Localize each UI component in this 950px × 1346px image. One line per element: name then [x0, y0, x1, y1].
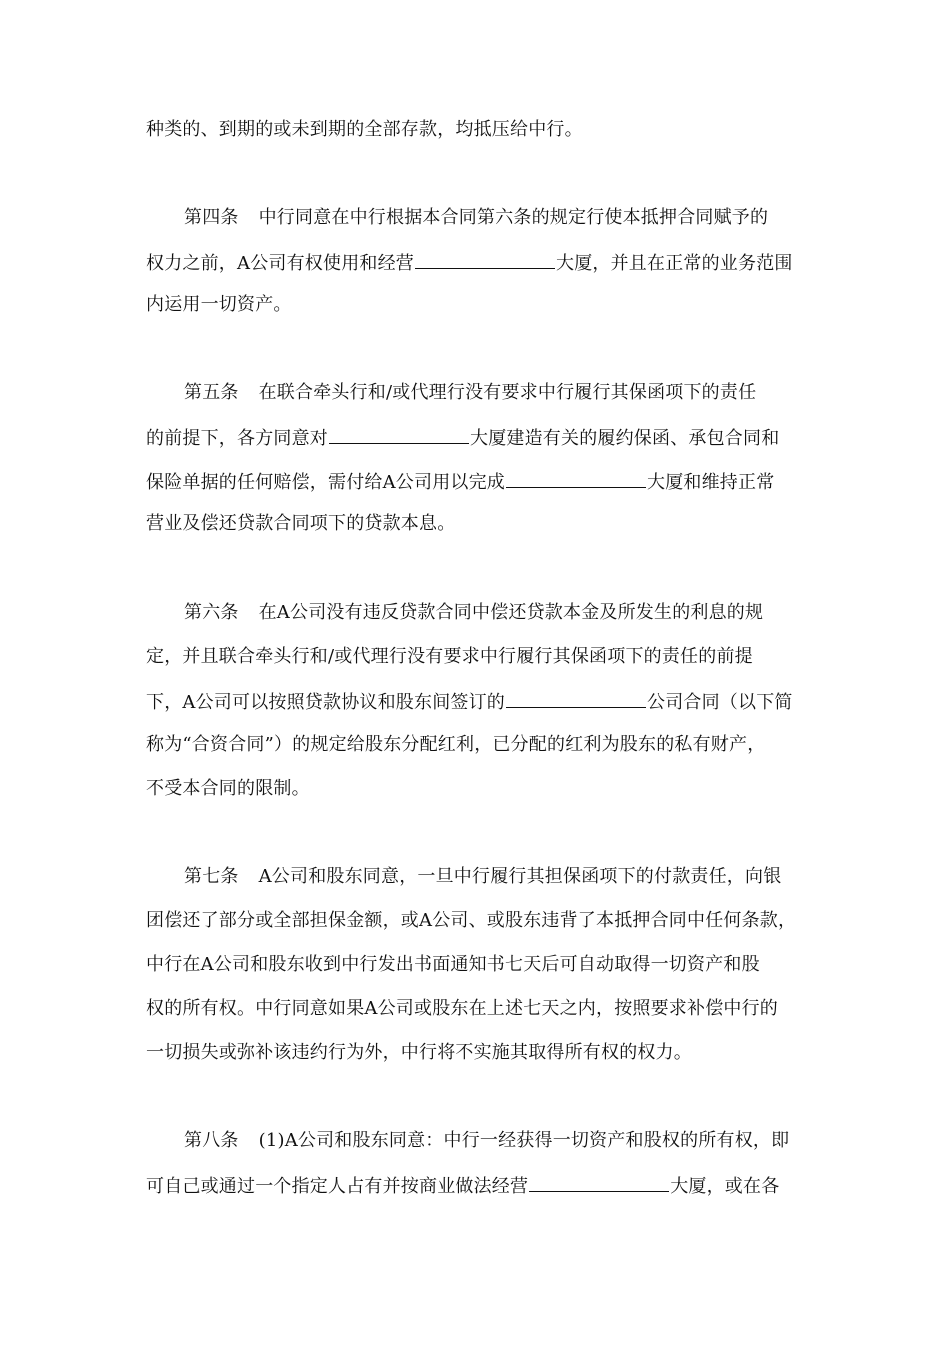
article-5-line-3: [146, 469, 816, 495]
article-5-text-2b: 大厦建造有关的履约保函、承包合同和: [470, 428, 780, 449]
article-4-label: 第四条: [184, 207, 239, 228]
fill-in-blank: [329, 425, 469, 444]
article-8-label: 第八条: [184, 1130, 239, 1151]
article-6-line-5: 不受本合同的限制。: [146, 778, 310, 799]
article-6-line-2: 定，并且联合牵头行和/或代理行没有要求中行履行其保函项下的责任的前提: [146, 646, 753, 667]
article-4-text-1: 中行同意在中行根据本合同第六条的规定行使本抵押合同赋予的: [258, 207, 769, 228]
article-7-label: 第七条: [184, 866, 239, 887]
article-5-line-2: [146, 425, 816, 451]
intro-line-1: 种类的、到期的或未到期的全部存款，均抵压给中行。: [146, 119, 583, 140]
article-4-line-3: 内运用一切资产。: [146, 294, 292, 315]
article-8-text-2b: 大厦，或在各: [670, 1176, 780, 1197]
article-6-text-3a: 下，A公司可以按照贷款协议和股东间签订的: [146, 692, 505, 713]
article-4-line-2: [146, 250, 816, 276]
article-5-line-1: [184, 381, 816, 405]
article-6-text-1: 在A公司没有违反贷款合同中偿还贷款本金及所发生的利息的规: [258, 602, 764, 623]
article-6-text-3b: 公司合同（以下简: [647, 692, 793, 713]
article-6-line-1: [184, 601, 816, 625]
article-7-line-1: [184, 865, 816, 889]
fill-in-blank: [506, 689, 646, 708]
article-8-line-2: [146, 1173, 816, 1199]
article-4-text-2a: 权力之前，A公司有权使用和经营: [146, 253, 414, 274]
fill-in-blank: [415, 250, 555, 269]
article-8-line-1: [184, 1129, 816, 1153]
fill-in-blank: [529, 1173, 669, 1192]
article-5-text-3b: 大厦和维持正常: [647, 472, 775, 493]
article-4-text-2b: 大厦，并且在正常的业务范围: [556, 253, 793, 274]
article-6-line-3: [146, 689, 816, 715]
article-6-label: 第六条: [184, 602, 239, 623]
article-7-line-2: 团偿还了部分或全部担保金额，或A公司、或股东违背了本抵押合同中任何条款，: [146, 910, 797, 931]
article-7-line-3: 中行在A公司和股东收到中行发出书面通知书七天后可自动取得一切资产和股: [146, 954, 760, 975]
article-4-line-1: [184, 206, 816, 230]
article-8-text-2a: 可自己或通过一个指定人占有并按商业做法经营: [146, 1176, 529, 1197]
article-5-text-2a: 的前提下，各方同意对: [146, 428, 328, 449]
article-7-line-5: 一切损失或弥补该违约行为外，中行将不实施其取得所有权的权力。: [146, 1042, 692, 1063]
article-7-text-1: A公司和股东同意，一旦中行履行其担保函项下的付款责任，向银: [258, 866, 782, 887]
article-5-text-1: 在联合牵头行和/或代理行没有要求中行履行其保函项下的责任: [258, 382, 757, 403]
article-7-line-4: 权的所有权。中行同意如果A公司或股东在上述七天之内，按照要求补偿中行的: [146, 998, 778, 1019]
article-8-text-1: (1)A公司和股东同意：中行一经获得一切资产和股权的所有权，即: [258, 1130, 790, 1151]
article-5-line-4: 营业及偿还贷款合同项下的贷款本息。: [146, 513, 456, 534]
article-6-line-4: 称为“合资合同”）的规定给股东分配红利，已分配的红利为股东的私有财产，: [146, 734, 766, 755]
article-5-label: 第五条: [184, 382, 239, 403]
fill-in-blank: [506, 469, 646, 488]
article-5-text-3a: 保险单据的任何赔偿，需付给A公司用以完成: [146, 472, 505, 493]
